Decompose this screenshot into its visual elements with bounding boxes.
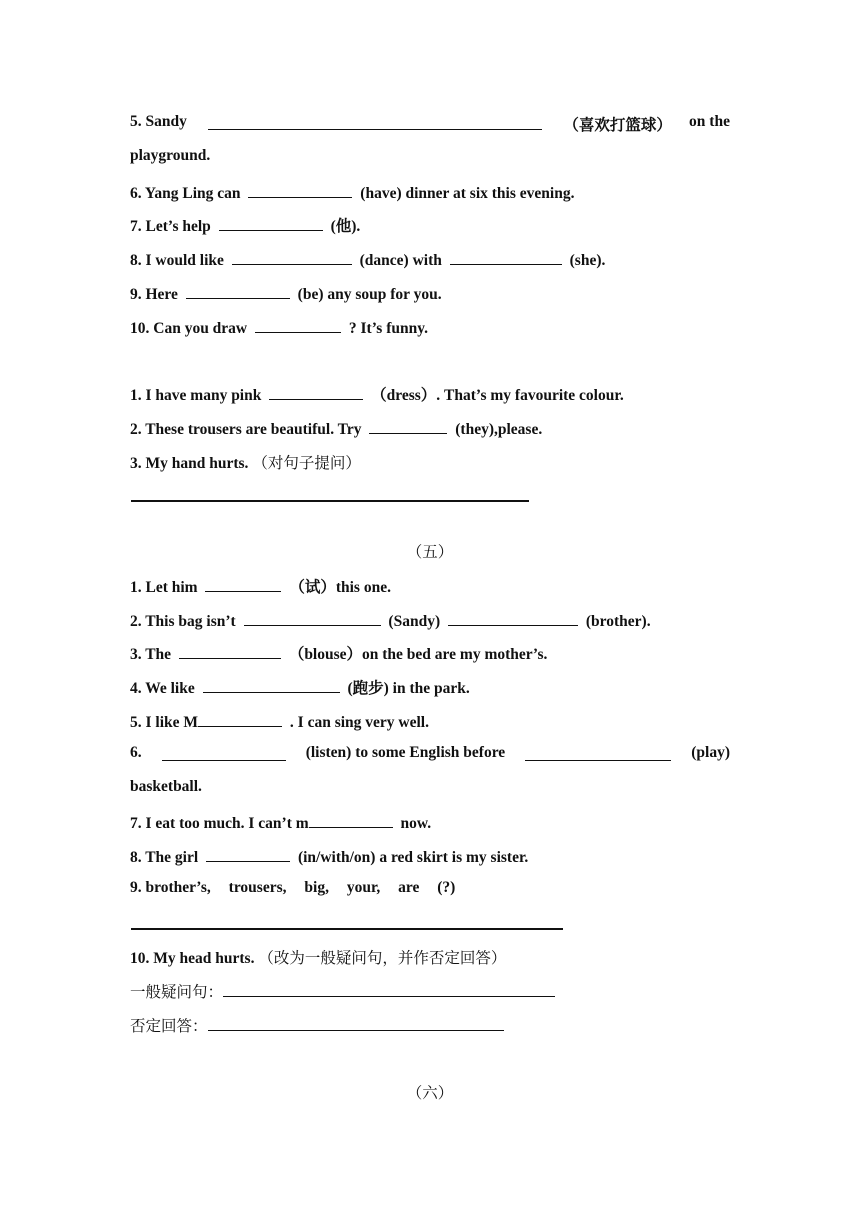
answer-blank[interactable] — [309, 811, 393, 828]
yes-no-question-label: 一般疑问句： — [130, 984, 224, 1001]
q10-suffix: ? It’s funny. — [348, 320, 428, 337]
s3q2-suffix: (brother). — [585, 613, 651, 630]
q10-prefix: 10. Can you draw — [130, 320, 248, 337]
s3q7-suffix: now. — [400, 815, 432, 832]
s3q4-suffix: (跑步) in the park. — [347, 680, 470, 697]
answer-blank[interactable] — [186, 282, 290, 299]
s3q9-word: big, — [304, 879, 329, 896]
answer-blank[interactable] — [248, 181, 352, 198]
s3q7-prefix: 7. I eat too much. I can’t m — [130, 815, 309, 832]
negative-answer-line — [130, 1014, 508, 1036]
question-10 — [130, 316, 428, 338]
q8-suffix: (she). — [569, 252, 606, 269]
s3q6-continuation: basketball. — [130, 778, 202, 795]
s3-question-9 — [130, 879, 455, 897]
question-7 — [130, 214, 360, 236]
answer-blank[interactable] — [450, 248, 562, 265]
s3-question-3 — [130, 642, 547, 664]
answer-blank[interactable] — [208, 1014, 504, 1031]
s3q5-prefix: 5. I like M — [130, 714, 199, 731]
q6-prefix: 6. Yang Ling can — [130, 185, 241, 202]
q5-suffix: on the — [689, 113, 730, 130]
s3q5-suffix: . I can sing very well. — [289, 714, 429, 731]
s3-question-8 — [130, 845, 528, 867]
answer-blank[interactable] — [525, 744, 671, 761]
question-6 — [130, 181, 574, 203]
answer-blank[interactable] — [162, 744, 286, 761]
s3-question-6 — [130, 744, 730, 762]
q8-prefix: 8. I would like — [130, 252, 224, 269]
s3q6-suffix: (play) — [691, 744, 730, 761]
answer-blank[interactable] — [179, 642, 281, 659]
s3-question-7 — [130, 811, 431, 833]
s3-question-1 — [130, 575, 391, 597]
s3q1-suffix: （试）this one. — [289, 579, 391, 596]
answer-blank[interactable] — [232, 248, 352, 265]
s3q8-suffix: (in/with/on) a red skirt is my sister. — [297, 849, 529, 866]
answer-blank[interactable] — [269, 383, 363, 400]
q8-middle: (dance) with — [359, 252, 442, 269]
answer-blank[interactable] — [255, 316, 341, 333]
q5-hint: （喜欢打篮球） — [563, 117, 672, 134]
q7-suffix: (他). — [330, 218, 361, 235]
s2q1-suffix: （dress）. That’s my favourite colour. — [371, 387, 624, 404]
s3-question-5 — [130, 710, 429, 732]
s3q9-word: 9. brother’s, — [130, 879, 211, 896]
s3q4-prefix: 4. We like — [130, 680, 195, 697]
negative-answer-label: 否定回答： — [130, 1018, 208, 1035]
question-8 — [130, 248, 605, 270]
q9-suffix: (be) any soup for you. — [297, 286, 442, 303]
q5-continuation: playground. — [130, 147, 211, 164]
q5-prefix: 5. Sandy — [130, 113, 187, 130]
s3-question-10 — [130, 946, 506, 968]
s3q2-prefix: 2. This bag isn’t — [130, 613, 236, 630]
s3q3-suffix: （blouse）on the bed are my mother’s. — [288, 646, 548, 663]
yes-no-question-line — [130, 980, 559, 1002]
answer-blank[interactable] — [203, 676, 340, 693]
answer-blank[interactable] — [206, 845, 290, 862]
s2q3-prefix: 3. My hand hurts. — [130, 455, 249, 472]
s2q2-suffix: (they),please. — [455, 421, 543, 438]
s3q10-hint: （改为一般疑问句，并作否定回答） — [258, 950, 507, 967]
s3q10-prefix: 10. My head hurts. — [130, 950, 255, 967]
section-heading-six: （六） — [406, 1085, 454, 1102]
answer-blank[interactable] — [369, 417, 447, 434]
s2q3-hint: （对句子提问） — [252, 455, 361, 472]
s3q1-prefix: 1. Let him — [130, 579, 198, 596]
s3q9-word: (?) — [437, 879, 456, 896]
s3q9-word: your, — [346, 879, 381, 896]
s3-question-4 — [130, 676, 470, 698]
s2-question-3 — [130, 451, 361, 473]
s3q9-word: are — [398, 879, 420, 896]
answer-blank[interactable] — [205, 575, 281, 592]
answer-blank[interactable] — [448, 609, 578, 626]
question-9 — [130, 282, 442, 304]
s3q6-prefix: 6. — [130, 744, 142, 761]
answer-blank[interactable] — [219, 214, 323, 231]
answer-line[interactable] — [131, 500, 529, 502]
s3q6-middle: (listen) to some English before — [305, 744, 506, 761]
q6-suffix: (have) dinner at six this evening. — [360, 185, 575, 202]
s2q1-prefix: 1. I have many pink — [130, 387, 262, 404]
answer-blank[interactable] — [198, 710, 282, 727]
s3q9-word: trousers, — [228, 879, 287, 896]
question-5-sandy — [130, 113, 730, 135]
section-heading-five: （五） — [406, 544, 454, 561]
s2q2-prefix: 2. These trousers are beautiful. Try — [130, 421, 362, 438]
s2-question-2 — [130, 417, 542, 439]
answer-blank[interactable] — [223, 980, 555, 997]
s3-question-2 — [130, 609, 651, 631]
s3q8-prefix: 8. The girl — [130, 849, 199, 866]
q7-prefix: 7. Let’s help — [130, 218, 211, 235]
s2-question-1 — [130, 383, 624, 405]
answer-line[interactable] — [131, 928, 563, 930]
answer-blank[interactable] — [208, 113, 542, 130]
s3q3-prefix: 3. The — [130, 646, 172, 663]
q9-prefix: 9. Here — [130, 286, 178, 303]
s3q2-middle: (Sandy) — [388, 613, 441, 630]
answer-blank[interactable] — [244, 609, 381, 626]
